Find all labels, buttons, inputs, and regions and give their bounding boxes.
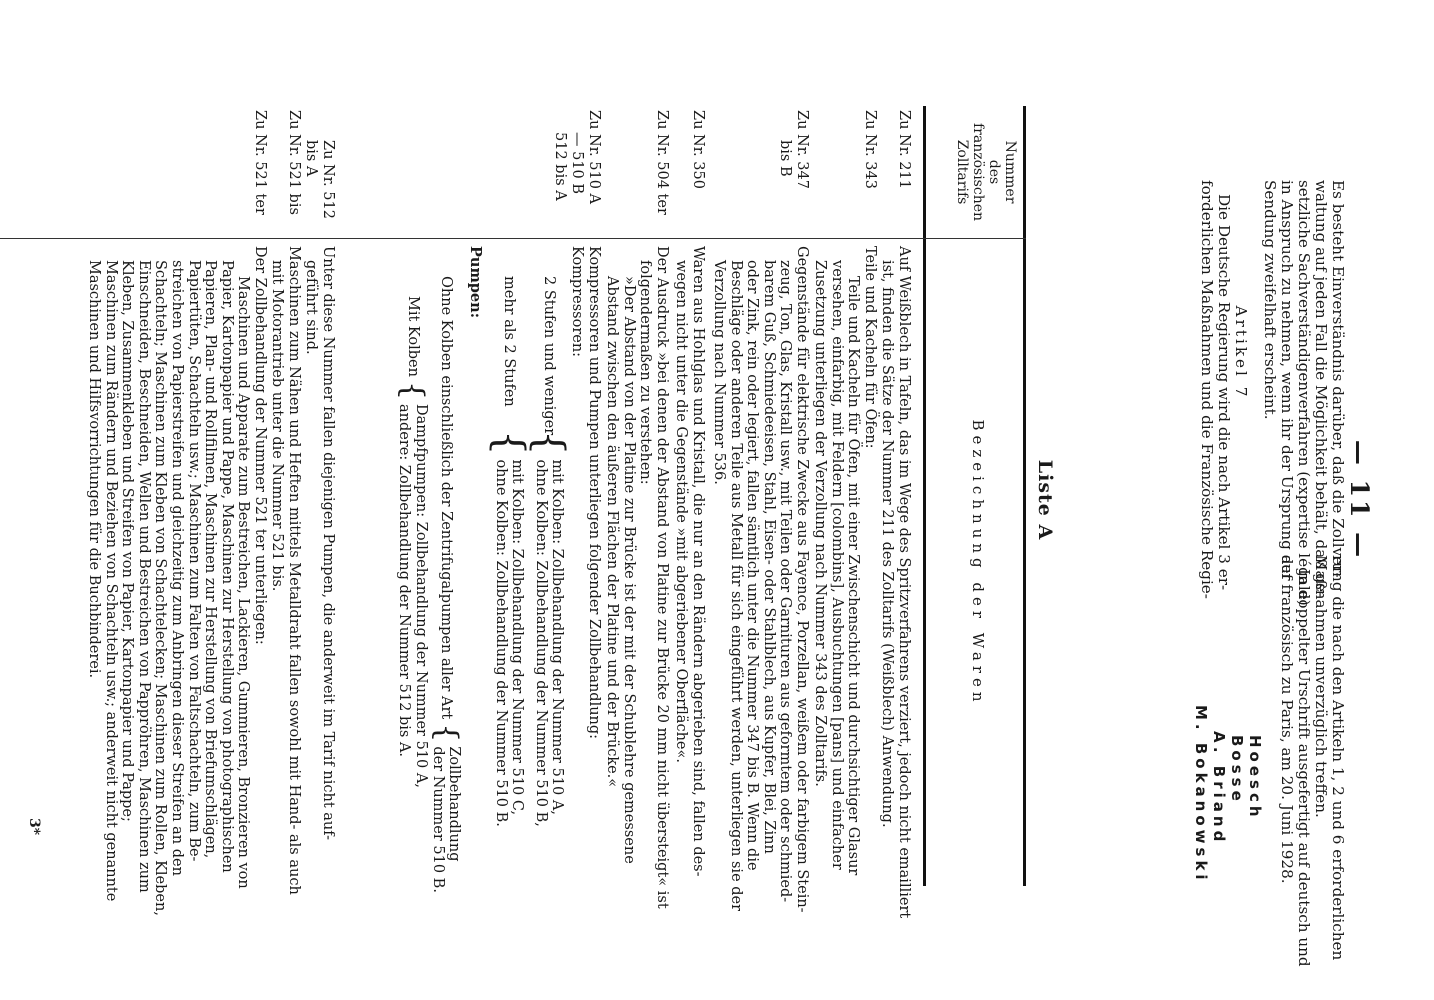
entry-line: Auf Weißblech in Tafeln, das im Wege des Spritzverfahrens verziert, jedoch nicht emailliert bbox=[896, 246, 912, 919]
entry-label-line: 512 bis A bbox=[552, 132, 568, 201]
entry-line: oder Zink, rein oder legiert, fallen sämtlich unter die Nummer 347 bis B. Wenn die bbox=[744, 260, 761, 871]
intro-line: setzliche Sachverständigenverfahren (expertise légale) bbox=[1295, 180, 1313, 606]
entry-text-211 bbox=[879, 246, 912, 919]
entry-label-510 bbox=[551, 106, 602, 236]
entry-text-343 bbox=[812, 246, 878, 886]
signature-briand: A. Briand bbox=[1210, 731, 1228, 846]
brace-glyph: { bbox=[525, 430, 572, 456]
article-line: Die Deutsche Regierung wird die nach Artikel 3 er- bbox=[1215, 194, 1233, 591]
intro-line: waltung auf jeden Fall die Möglichkeit behält, daß ge- bbox=[1312, 180, 1330, 598]
intro-line: Es besteht Einverständnis darüber, daß die Zollver- bbox=[1329, 180, 1347, 578]
entry-label-line: Zu Nr. 521 bis bbox=[286, 110, 302, 215]
entry-label-521-ter bbox=[251, 106, 268, 236]
entry-line: ist, finden die Sätze der Nummer 211 des Zolltarifs (Weißblech) Anwendung. bbox=[879, 260, 896, 828]
pumps-with-piston bbox=[396, 246, 429, 886]
entry-label-line: Zu Nr. 211 bbox=[896, 110, 912, 189]
entry-label-line: bis A bbox=[303, 140, 319, 177]
entry-text-350 bbox=[673, 246, 706, 886]
entry-line: Beschläge oder anderen Teile aus Metall für sich eingeführt werden, unterliegen sie der bbox=[727, 260, 744, 912]
entry-line: Kleben, Zusammenkleben und Streifen von Papier, Kartonpapier und Pappe; bbox=[119, 260, 136, 822]
entry-text-510 bbox=[395, 246, 602, 893]
signature-mark: 3* bbox=[26, 818, 42, 836]
entry-label-512 bbox=[302, 106, 336, 236]
entry-line: wegen nicht unter die Gegenstände »mit abgeriebener Oberfläche«. bbox=[673, 260, 690, 763]
pumps-line: Zollbehandlung bbox=[446, 746, 463, 862]
entry-line: folgendermaßen zu verstehen: bbox=[637, 260, 654, 485]
compressor-option: mit Kolben: Zollbehandlung der Nummer 510 A, bbox=[549, 459, 566, 815]
entry-label-line: Zu Nr. 347 bbox=[794, 110, 810, 189]
entry-line: »Der Abstand von der Platine zur Brücke ist der mit der Schublehre gemessene bbox=[620, 276, 637, 864]
entry-line: Maschinen zum Nähen und Heften mittels Metalldraht fallen sowohl mit Hand- als auch bbox=[286, 246, 302, 895]
entry-line: Teile und Kacheln für Öfen: bbox=[862, 246, 878, 449]
intro-line: Maßnahmen unverzüglich treffen. bbox=[1312, 555, 1330, 818]
entry-line: Unter diese Nummer fallen diejenigen Pumpen, die anderweit im Tarif nicht auf- bbox=[320, 246, 336, 841]
entry-label-504 bbox=[653, 106, 670, 236]
entry-label-211 bbox=[895, 106, 912, 236]
column-header-number bbox=[954, 106, 1018, 238]
pumps-treatment bbox=[429, 746, 462, 893]
article-line: forderlichen Maßnahmen und die Französische Regie- bbox=[1198, 180, 1216, 599]
intro-line: in Anspruch zu nehmen, wenn ihr der Ursprung der bbox=[1278, 180, 1296, 581]
pumps-line: Ohne Kolben einschließlich der Zentrifugalpumpen aller Art bbox=[437, 276, 454, 720]
entry-line: Schachteln; Maschinen zum Kleben von Schachtelecken; Maschinen zum Rollen, Kleben, bbox=[152, 260, 169, 916]
entry-label-line: Zu Nr. 350 bbox=[690, 110, 706, 189]
entry-line: versehen, einfarbig, mit Feldern [colombins], Ausbuchtungen [pans] und einfacher bbox=[828, 260, 845, 870]
intro-left-column bbox=[1198, 180, 1347, 606]
entry-label-350 bbox=[689, 106, 706, 236]
intro-line: rung die nach den Artikeln 1, 2 und 6 erforderlichen bbox=[1329, 555, 1347, 961]
entry-label-line: Zu Nr. 504 ter bbox=[654, 110, 670, 215]
intro-line: In doppelter Urschrift ausgefertigt auf deutsch und bbox=[1295, 569, 1313, 967]
signature-bokanowski: M. Bokanowski bbox=[1192, 705, 1210, 884]
entry-line: Papier, Kartonpapier und Pappe, Maschinen zur Herstellung von photographischen bbox=[218, 260, 235, 873]
compressor-stage: mehr als 2 Stufen bbox=[501, 276, 518, 407]
entry-line: Verzollung nach Nummer 536. bbox=[711, 260, 728, 485]
entry-label-line: Zu Nr. 512 bbox=[320, 140, 336, 219]
entry-line: Maschinen und Apparate zum Bestreichen, Lackieren, Gummieren, Bronzieren von bbox=[235, 276, 252, 889]
entry-line: Kompressoren: bbox=[569, 246, 586, 358]
list-title: Liste A bbox=[1034, 459, 1056, 541]
compressor-option: ohne Kolben: Zollbehandlung der Nummer 510 B. bbox=[492, 459, 509, 827]
entry-line: Gegenstände für elektrische Zwecke aus Fayence, Porzellan, weißem oder farbigem Stein- bbox=[794, 246, 810, 913]
entry-label-line: — 510 B bbox=[569, 132, 585, 195]
intro-line: auf französisch zu Paris, am 20. Juni 1928. bbox=[1278, 555, 1296, 884]
entry-text-521-bis bbox=[269, 246, 302, 895]
tariff-table bbox=[0, 106, 1026, 919]
entry-line: barem Guß, Schmiedeeisen, Stahl, Eisen- oder Stahlblech, aus Kupfer, Blei, Zinn bbox=[760, 260, 777, 854]
entry-label-line: Zu Nr. 510 A bbox=[586, 110, 602, 205]
pumps-line: andere: Zollbehandlung der Nummer 512 bis A. bbox=[396, 404, 413, 758]
entry-line: Maschinen zum Rändern und Beziehen von Schachteln usw.; anderweit nicht genannte bbox=[102, 260, 119, 902]
compressor-options bbox=[532, 459, 565, 826]
entry-text-521-ter bbox=[85, 246, 268, 916]
brace-glyph: { bbox=[395, 380, 431, 401]
entry-label-line: Zu Nr. 521 ter bbox=[252, 110, 268, 215]
compressor-options bbox=[492, 459, 525, 826]
pumps-treatment bbox=[396, 404, 429, 788]
entry-line: streichen von Papierstreifen und gleichzeitig zum Anbringen dieser Streifen an den bbox=[169, 260, 186, 876]
entry-line: zeug, Ton, Glas, Kristall usw., mit Teilen oder Garnituren aus geformtem oder schmied- bbox=[777, 260, 794, 903]
column-header-line: Zolltarifs bbox=[954, 139, 970, 205]
entry-label-343 bbox=[861, 106, 878, 236]
brace-glyph: { bbox=[485, 430, 532, 456]
article-heading: Artikel 7 bbox=[1232, 305, 1250, 400]
entry-text-504 bbox=[604, 246, 670, 909]
page-number: — 11 — bbox=[1345, 439, 1374, 561]
entry-text-512 bbox=[303, 246, 336, 886]
column-header-line: französischen bbox=[970, 122, 986, 222]
pumps-line: Mit Kolben bbox=[404, 296, 421, 377]
intro-line: Sendung zweifelhaft erscheint. bbox=[1261, 180, 1279, 420]
entry-line: Der Zollbehandlung der Nummer 521 ter unterliegen: bbox=[252, 246, 268, 645]
compressor-group-2 bbox=[485, 246, 532, 886]
table-column-rule bbox=[0, 238, 1026, 239]
entry-line: Kompressoren und Pumpen unterliegen folgender Zollbehandlung: bbox=[586, 246, 602, 740]
entry-label-347 bbox=[776, 106, 810, 236]
intro-right-column bbox=[1192, 555, 1347, 967]
column-header-description: Bezeichnung der Waren bbox=[969, 419, 987, 707]
entry-line: Einschneiden, Beschneiden, Wellen und Bestreichen von Pappröhren, Maschinen zum bbox=[135, 260, 152, 893]
pumps-line: der Nummer 510 B. bbox=[429, 746, 446, 893]
pumps-without-piston bbox=[428, 246, 464, 893]
entry-label-line: bis B bbox=[777, 140, 793, 177]
signature-hoesch: Hoesch bbox=[1246, 735, 1264, 821]
table-header-rule bbox=[923, 106, 926, 886]
entry-text-347 bbox=[710, 246, 810, 913]
entry-line: Der Ausdruck »bei denen der Abstand von Platine zur Brücke 20 mm nicht übersteigt« ist bbox=[654, 246, 670, 909]
entry-line: geführt sind. bbox=[303, 260, 320, 355]
entry-line: Teile und Kacheln für Öfen, mit einer Zwischenschicht und durchsichtiger Glasur bbox=[845, 276, 862, 876]
entry-line: Abstand zwischen den äußeren Flächen der Platine und der Brücke.« bbox=[604, 276, 621, 788]
signature-block bbox=[1192, 555, 1264, 884]
entry-label-521-bis bbox=[285, 106, 302, 236]
brace-glyph: { bbox=[428, 723, 464, 743]
pumps-heading: Pumpen: bbox=[466, 246, 484, 319]
pumps-line: Dampfpumpen: Zollbehandlung der Nummer 510 A, bbox=[413, 404, 430, 788]
table-top-rule bbox=[1023, 106, 1026, 886]
compressor-option: ohne Kolben: Zollbehandlung der Nummer 510 B, bbox=[532, 459, 549, 827]
column-header-line: Nummer bbox=[1002, 140, 1018, 204]
compressor-stage: 2 Stufen und weniger bbox=[541, 276, 558, 436]
entry-line: Waren aus Hohlglas und Kristall, die nur an den Rändern abgerieben sind, fallen des- bbox=[690, 246, 706, 877]
entry-line: Papieren, Plan- und Rollfilmen, Maschinen zur Herstellung von Briefumschlägen, bbox=[202, 260, 219, 859]
compressor-group-1 bbox=[525, 246, 572, 886]
entry-line: Papiertüten, Schachteln usw.; Maschinen zum Falten von Faltschachteln, zum Be- bbox=[185, 260, 202, 862]
column-header-line: des bbox=[986, 159, 1002, 185]
entry-label-line: Zu Nr. 343 bbox=[862, 110, 878, 189]
entry-line: mit Motorantrieb unter die Nummer 521 bis. bbox=[269, 260, 286, 592]
entry-line: Maschinen und Hilfsvorrichtungen für die Buchbinderei. bbox=[86, 260, 103, 679]
compressor-option: mit Kolben: Zollbehandlung der Nummer 510 C, bbox=[509, 459, 526, 816]
entry-line: Zusetzung unterliegen der Verzollung nach Nummer 343 des Zolltarifs. bbox=[812, 260, 829, 787]
signature-posse: Bosse bbox=[1228, 735, 1246, 805]
